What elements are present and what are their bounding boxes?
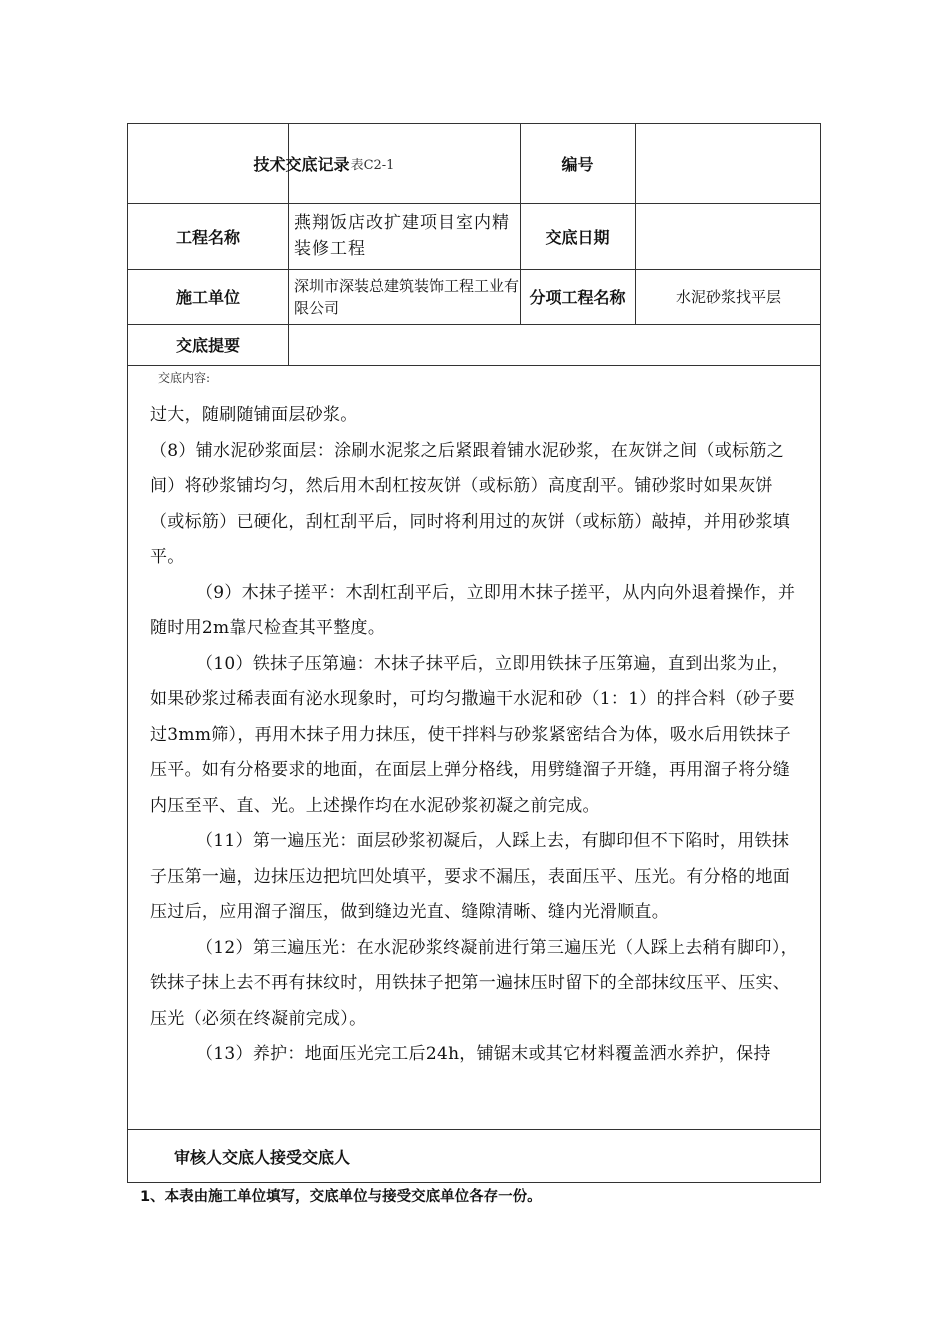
footer-note: 1、本表由施工单位填写，交底单位与接受交底单位各存一份。	[140, 1189, 542, 1205]
content-paragraph: （11）第一遍压光：面层砂浆初凝后，人踩上去，有脚印但不下陷时，用铁抹子压第一遍，边抹压边把坑凹处填平，要求不漏压，表面压平、压光。有分格的地面压过后，应用溜子溜压，做到缝边光直、缝隙清晰、缝内光滑顺直。	[150, 831, 791, 922]
row-divider	[128, 365, 820, 366]
project-name-value: 燕翔饭店改扩建项目室内精装修工程	[294, 213, 510, 259]
subitem-value: 水泥砂浆找平层	[675, 288, 781, 306]
form-title-text: 技术交底记录	[253, 155, 350, 174]
content-body	[150, 398, 800, 1073]
date-value	[635, 203, 822, 269]
content-paragraph: 过大，随刷随铺面层砂浆。	[150, 405, 358, 425]
technical-briefing-form	[127, 123, 821, 1183]
content-paragraph: （13）养护：地面压光完工后24h，铺锯末或其它材料覆盖洒水养护，保持	[196, 1044, 771, 1064]
project-name-label: 工程名称	[175, 227, 240, 247]
contractor-label: 施工单位	[175, 288, 240, 307]
content-paragraph: （12）第三遍压光：在水泥砂浆终凝前进行第三遍压光（人踩上去稍有脚印），铁抹子抹上去不再有抹纹时，用铁抹子把第一遍抹压时留下的全部抹纹压平、压实、压光（必须在终凝前完成）。	[150, 937, 798, 1029]
number-value	[635, 124, 822, 203]
number-label: 编号	[561, 155, 594, 174]
content-paragraph: （10）铁抹子压第遍：木抹子抹平后，立即用铁抹子压第遍，直到出浆为止，如果砂浆过稀表面有泌水现象时，可均匀撒遍干水泥和砂（1：1）的拌合料（砂子要过3mm筛），再用木抹子用力抹压，使干拌料与砂浆紧密结合为体，吸水后用铁抹子压平。如有分格要求的地面，在面层上弹分格线，用劈缝溜子开缝，再用溜子将分缝内压至平、直、光。上述操作均在水泥砂浆初凝之前完成。	[150, 653, 796, 816]
date-label: 交底日期	[545, 227, 610, 247]
contractor-value: 深圳市深装总建筑装饰工程工业有限公司	[294, 276, 520, 317]
form-code: 表C2-1	[350, 158, 395, 173]
signature-row: 审核人交底人接受交底人	[174, 1148, 351, 1167]
summary-label: 交底提要	[175, 336, 240, 355]
content-paragraph: （8）铺水泥砂浆面层：涂刷水泥浆之后紧跟着铺水泥砂浆，在灰饼之间（或标筋之间）将砂浆铺均匀，然后用木刮杠按灰饼（或标筋）高度刮平。铺砂浆时如果灰饼（或标筋）已硬化，刮杠刮平后，同时将利用过的灰饼（或标筋）敲掉，并用砂浆填平。	[150, 440, 791, 567]
form-title	[128, 124, 520, 203]
summary-value	[288, 324, 822, 365]
content-paragraph: （9）木抹子搓平：木刮杠刮平后，立即用木抹子搓平，从内向外退着操作，并随时用2m靠尺检查其平整度。	[150, 582, 796, 638]
subitem-label: 分项工程名称	[529, 288, 626, 307]
content-label: 交底内容:	[158, 371, 211, 385]
